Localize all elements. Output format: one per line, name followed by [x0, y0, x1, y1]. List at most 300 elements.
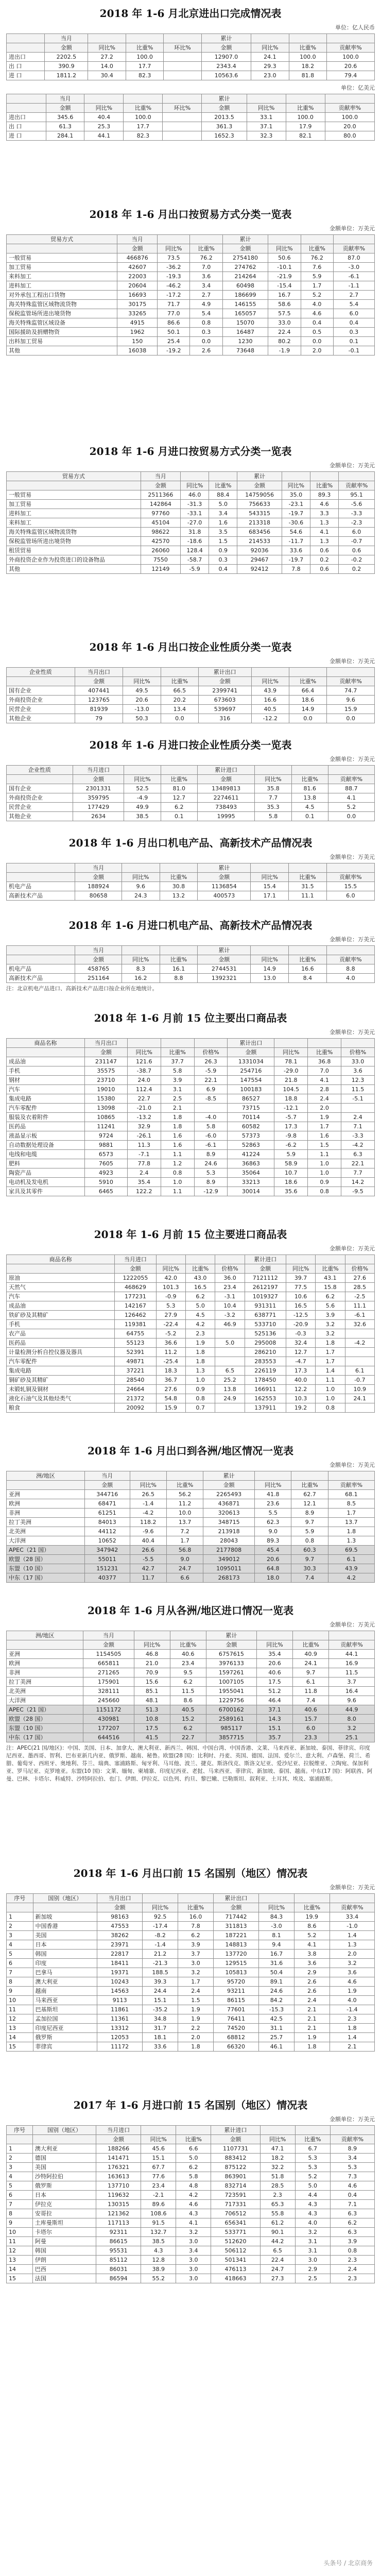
table-cell: -9.5 — [341, 1187, 375, 1196]
table-row — [7, 281, 375, 291]
table-cell: -12.1 — [274, 1104, 308, 1113]
table-cell: 3976133 — [206, 1659, 256, 1668]
table-cell: 10.3 — [286, 1394, 315, 1403]
column-header: 比重% — [293, 1640, 329, 1650]
column-header — [7, 946, 75, 955]
table-header-row — [7, 104, 375, 113]
table-cell: 165057 — [222, 309, 268, 318]
table-cell: 44.2 — [260, 2237, 295, 2246]
table-cell: 2274611 — [197, 793, 255, 803]
table-cell: 47.1 — [260, 2144, 295, 2154]
table-cell: 73648 — [222, 346, 268, 355]
table-cell: 33.6 — [143, 2042, 178, 2052]
table-row — [7, 328, 375, 337]
table-cell: 7.3 — [330, 2172, 374, 2181]
table-cell: 1.0 — [316, 1385, 345, 1394]
table-cell: 141471 — [96, 2154, 141, 2163]
table-cell: -21.9 — [268, 272, 301, 281]
table-cell: 48.1 — [134, 1696, 170, 1705]
table-row — [7, 1283, 375, 1292]
row-label: 15 — [7, 2274, 33, 2283]
table-cell: 1.8 — [316, 1338, 345, 1348]
table-cell: 349012 — [203, 1555, 255, 1564]
section-top15-import-goods — [6, 1226, 375, 1413]
table-cell: 16.9 — [329, 1659, 375, 1668]
table-cell: 31.1 — [259, 2024, 295, 2033]
table-cell: 468629 — [115, 1283, 156, 1292]
column-header — [7, 43, 45, 53]
row-label: 欧盟（28 国） — [7, 1555, 85, 1564]
table-cell: 40.6 — [170, 1650, 206, 1659]
table-cell: 36.7 — [156, 1376, 185, 1385]
table-cell: -1.1 — [333, 281, 374, 291]
table-cell: 883412 — [211, 2154, 260, 2163]
table-cell: 177429 — [73, 803, 124, 812]
table-cell: 1.7 — [328, 1509, 374, 1518]
table-cell: 1.7 — [316, 1348, 345, 1357]
column-header: 比重% — [190, 244, 222, 253]
table-header-row — [7, 244, 375, 253]
column-header: 同比% — [268, 244, 301, 253]
table-cell: 24.6 — [259, 1987, 295, 1996]
table-cell: 10.7 — [274, 1168, 308, 1178]
table-cell: -19.2 — [158, 346, 190, 355]
table-cell: 0.3 — [333, 328, 374, 337]
column-header: 累计 — [203, 1471, 255, 1481]
column-header: 洲/地区 — [7, 1471, 85, 1481]
table-cell: 0.5 — [301, 328, 333, 337]
table-cell: 11361 — [97, 2014, 143, 2024]
table-cell: 2.4 — [294, 1996, 330, 2005]
table-cell: 7.0 — [190, 263, 222, 272]
table-cell: 42607 — [117, 263, 158, 272]
table-cell: 1.0 — [185, 1376, 215, 1385]
row-label: 欧洲 — [7, 1499, 85, 1509]
table-cell: 56.8 — [166, 1546, 203, 1555]
table-cell: 15.4 — [251, 882, 289, 891]
table-row — [7, 1564, 375, 1573]
table-cell: 0.8 — [308, 1187, 341, 1196]
table-cell: 10.0 — [166, 1509, 203, 1518]
table-row — [7, 309, 375, 318]
table-cell: 5.4 — [190, 309, 222, 318]
column-header — [7, 244, 117, 253]
table-cell: -5.7 — [274, 1113, 308, 1122]
table-cell: 40377 — [84, 1573, 130, 1583]
column-header — [341, 1039, 375, 1048]
table-cell: 0.0 — [327, 714, 375, 723]
table-cell: 77.8 — [127, 1159, 161, 1168]
column-header: 金额 — [211, 2135, 260, 2144]
table-cell: 17.9 — [286, 122, 325, 131]
section-top15-import-countries — [6, 2097, 375, 2283]
table-cell: 1.6 — [209, 518, 237, 528]
column-header: 环比% — [163, 104, 202, 113]
table-cell: 3.6 — [190, 272, 222, 281]
table-cell: 7.1 — [341, 1122, 375, 1131]
table-cell: 4.3 — [295, 2209, 330, 2218]
table-row — [7, 784, 375, 793]
table-cell: -2.1 — [141, 2191, 176, 2200]
table-row — [7, 318, 375, 328]
table-cell: 1392321 — [198, 974, 251, 983]
table-cell: 100.0 — [126, 53, 163, 62]
table-cell: 11241 — [84, 1122, 127, 1131]
table-cell: -8.2 — [143, 1931, 178, 1940]
column-header: 同比% — [282, 481, 310, 490]
row-label: 进料加工 — [7, 281, 117, 291]
table-cell: 348715 — [203, 1518, 255, 1527]
table-cell: 86031 — [96, 2265, 141, 2274]
table-cell: -21.3 — [143, 1959, 178, 1968]
watermark: 头条号 / 北京商务 — [323, 2560, 373, 2567]
column-header: 金额 — [75, 677, 123, 686]
table-cell: 15.9 — [156, 1403, 185, 1413]
row-label: 外商投资企业作为投资进口的设备物品 — [7, 555, 141, 565]
table-cell: 40.0 — [286, 1376, 315, 1385]
table-cell: 新加坡 — [33, 1912, 97, 1922]
table-cell: 43.0 — [185, 1274, 215, 1283]
table-cell: 4915 — [117, 318, 158, 328]
table-row — [7, 714, 375, 723]
section-export-regions — [6, 1443, 375, 1583]
row-label: 3 — [7, 2163, 33, 2172]
table-cell: -4.9 — [124, 793, 161, 803]
table-row — [7, 1668, 375, 1677]
table-row — [7, 2265, 375, 2274]
table-cell: -11.7 — [282, 537, 310, 546]
table-cell: 澳大利亚 — [32, 2144, 96, 2154]
unit-label: 金额单位：万美元 — [330, 1462, 375, 1468]
row-label: 天然气 — [7, 1283, 115, 1292]
table-cell: 1.3 — [185, 1366, 215, 1376]
table-cell: 7121112 — [245, 1274, 286, 1283]
table-cell: 61.3 — [46, 122, 84, 131]
table-cell: 巴拿马 — [33, 1968, 97, 1977]
row-label: 铜矿砂及其精矿 — [7, 1376, 115, 1385]
table-cell: 13489813 — [197, 784, 255, 793]
table-cell: 35064 — [228, 1168, 274, 1178]
table-cell: 3.0 — [176, 2256, 211, 2265]
table-cell: 52.5 — [124, 784, 161, 793]
table-cell: 46.1 — [259, 2042, 295, 2052]
column-header — [289, 34, 326, 43]
table-cell: 22.7 — [127, 1094, 161, 1104]
table-cell: 20.6 — [255, 1555, 291, 1564]
column-header: 商品名称 — [7, 1039, 85, 1048]
table-cell: 44.1 — [329, 1650, 375, 1659]
table-cell: 6.1 — [328, 1555, 374, 1564]
table-row — [7, 1959, 375, 1968]
table-cell: 3.6 — [341, 1066, 375, 1076]
table-cell: 274762 — [222, 263, 268, 272]
table-cell — [345, 1403, 374, 1413]
table-cell: 1019327 — [245, 1292, 286, 1301]
table-row — [7, 1274, 375, 1283]
table-cell: 12.7 — [286, 1348, 315, 1357]
row-label: 集成电路 — [7, 1094, 85, 1104]
table-row — [7, 1931, 375, 1940]
table-cell: 20.0 — [325, 122, 374, 131]
table-cell: 52863 — [228, 1141, 274, 1150]
row-label: 10 — [7, 1996, 33, 2005]
table-cell: 38.5 — [141, 2237, 176, 2246]
table-cell: 5.3 — [295, 2154, 330, 2163]
table-cell: -12.5 — [286, 1311, 315, 1320]
table-cell: 3.2 — [178, 1968, 214, 1977]
unit-label: 金额单位：万美元 — [330, 756, 375, 762]
column-header: 金额 — [201, 43, 251, 53]
table-cell: 95531 — [96, 2246, 141, 2256]
table-row — [7, 2005, 375, 2014]
table-cell: 67.7 — [141, 2163, 176, 2172]
table-cell: 673603 — [199, 696, 252, 705]
table-cell: 46.4 — [256, 1696, 292, 1705]
table-cell: 12149 — [141, 565, 180, 574]
table-cell: 26.5 — [130, 1490, 166, 1499]
row-label: 5 — [7, 1950, 33, 1959]
table-header-row — [7, 946, 375, 955]
column-header: 当月 — [75, 946, 122, 955]
section-import-mode — [6, 443, 375, 574]
row-label: 医药品 — [7, 1338, 115, 1348]
table-cell: 1151172 — [83, 1705, 134, 1715]
table-row — [7, 300, 375, 309]
table-row — [7, 1659, 375, 1668]
section-title: 2017 年 1-6 月进口前 15 名国别（地区）情况表 — [73, 2099, 308, 2111]
table-cell: 22.7 — [170, 1733, 206, 1742]
table-cell: 49.9 — [124, 803, 161, 812]
table-cell: 706512 — [211, 2209, 260, 2218]
column-header — [282, 472, 310, 481]
table-cell: 18.1 — [143, 2033, 178, 2042]
table-cell: 95720 — [213, 1977, 258, 1987]
table-cell: 70114 — [228, 1113, 274, 1122]
table-cell: 119632 — [96, 2191, 141, 2200]
table-cell: 10865 — [84, 1113, 127, 1122]
row-label: 非洲 — [7, 1509, 85, 1518]
table-cell: -15.3 — [259, 2005, 295, 2014]
table-cell: 8.1 — [259, 1931, 295, 1940]
table-cell: 39.3 — [143, 1977, 178, 1987]
table-row — [7, 1076, 375, 1085]
table-cell: 21372 — [115, 1394, 156, 1403]
table-cell: 44.9 — [329, 1705, 375, 1715]
table-cell: 38.9 — [141, 2265, 176, 2274]
table-cell: 46.9 — [215, 1320, 245, 1329]
table-cell: 7.6 — [301, 263, 333, 272]
table-cell: 16487 — [222, 328, 268, 337]
table-cell: 82.1 — [286, 131, 325, 141]
row-label: 1 — [7, 2144, 33, 2154]
column-header — [160, 863, 198, 873]
column-header — [161, 766, 197, 775]
table-cell: 1.8 — [328, 1527, 374, 1536]
table-row — [7, 891, 375, 901]
table-cell: 32.6 — [345, 1320, 374, 1329]
table-cell: 29467 — [237, 555, 282, 565]
table-cell: -10.1 — [268, 263, 301, 272]
table-cell: 84.2 — [259, 1996, 295, 2005]
column-header: 同比% — [255, 775, 291, 784]
table-cell: 16038 — [117, 346, 158, 355]
table-cell: -5.1 — [341, 1094, 375, 1104]
table-cell: -5.9 — [194, 1066, 228, 1076]
section-enterprise-export — [6, 639, 375, 723]
table-row — [7, 62, 375, 71]
table-cell: 49871 — [115, 1357, 156, 1366]
table-row — [7, 1311, 375, 1320]
column-header — [247, 94, 286, 104]
table-row — [7, 1357, 375, 1366]
table-cell: 3.7 — [329, 1677, 375, 1687]
row-label: 1 — [7, 1912, 33, 1922]
data-table — [6, 1631, 375, 1742]
table-cell: 36.6 — [156, 1338, 185, 1348]
table-cell: 36863 — [228, 1159, 274, 1168]
table-cell: 0.8 — [291, 1536, 328, 1546]
table-cell: 2.5 — [161, 1094, 194, 1104]
table-row — [7, 1733, 375, 1742]
table-cell: 1.5 — [209, 537, 237, 546]
table-cell: 35.0 — [282, 490, 310, 500]
table-row — [7, 1394, 375, 1403]
column-header: 金额 — [75, 955, 122, 964]
table-cell: 68471 — [84, 1499, 130, 1509]
table-cell: -13.0 — [123, 705, 161, 714]
table-cell: -36.2 — [158, 263, 190, 272]
table-cell: 76411 — [213, 2014, 258, 2024]
column-header — [293, 1631, 329, 1640]
table-cell: 17.5 — [134, 1724, 170, 1733]
table-cell: 24.3 — [122, 891, 160, 901]
data-table — [6, 1038, 375, 1196]
table-cell: 5.2 — [295, 2172, 330, 2181]
table-cell: 4.1 — [308, 1076, 341, 1085]
table-cell: 30175 — [117, 300, 158, 309]
table-cell: 68.1 — [328, 1490, 374, 1499]
column-header: 贡献率% — [327, 677, 375, 686]
column-header: 金额 — [203, 1481, 255, 1490]
table-row — [7, 1104, 375, 1113]
table-row — [7, 1687, 375, 1696]
table-cell: 伊朗 — [32, 2256, 96, 2265]
table-cell: 14.2 — [341, 1178, 375, 1187]
table-cell: 98622 — [141, 528, 180, 537]
column-header: 比重% — [124, 104, 163, 113]
table-row — [7, 696, 375, 705]
section-import-regions — [6, 1602, 375, 1783]
table-row — [7, 1499, 375, 1509]
table-row — [7, 1141, 375, 1150]
table-cell: 24.4 — [143, 1987, 178, 1996]
table-cell: 5.0 — [215, 1338, 245, 1348]
section-title: 2018 年 1-6 月进口机电产品、高新技术产品情况表 — [68, 919, 313, 931]
column-header — [330, 2126, 374, 2135]
column-header: 累计 — [198, 946, 251, 955]
column-header — [7, 873, 75, 882]
row-label: 2 — [7, 2154, 33, 2163]
table-cell: 47553 — [97, 1922, 143, 1931]
row-label: 电动机及发电机 — [7, 1178, 85, 1187]
table-cell — [215, 1348, 245, 1357]
table-cell: 16693 — [117, 291, 158, 300]
table-cell: 12.2 — [286, 1385, 315, 1394]
table-cell: 24.1 — [345, 1394, 374, 1403]
table-cell: 31.8 — [181, 528, 209, 537]
table-cell: 1.8 — [185, 1348, 215, 1357]
table-cell: 3.9 — [316, 1311, 345, 1320]
table-cell: 55011 — [84, 1555, 130, 1564]
table-cell: 268173 — [203, 1573, 255, 1583]
table-cell: 5.0 — [185, 1301, 215, 1311]
table-header-row — [7, 1264, 375, 1274]
column-header: 同比% — [156, 1264, 185, 1274]
table-row — [7, 2200, 375, 2209]
table-cell: 84013 — [84, 1518, 130, 1527]
table-cell: 76.2 — [190, 253, 222, 263]
table-cell: -3.0 — [259, 1922, 295, 1931]
row-label: 拉丁美洲 — [7, 1677, 83, 1687]
table-cell: 1955041 — [206, 1687, 256, 1696]
row-label: 亚洲 — [7, 1650, 83, 1659]
column-header — [333, 235, 374, 244]
table-cell: 9.6 — [122, 882, 160, 891]
table-cell: 0.8 — [190, 318, 222, 328]
table-cell: 100.0 — [286, 113, 325, 122]
column-header: 比重% — [178, 1903, 214, 1912]
table-cell: 19371 — [97, 1968, 143, 1977]
column-header — [143, 1894, 178, 1903]
column-header: 比重% — [160, 955, 198, 964]
table-cell: 1.6 — [161, 1141, 194, 1150]
column-header: 金额 — [245, 1264, 286, 1274]
table-header-row — [7, 863, 375, 873]
table-cell: 58.9 — [274, 1159, 308, 1168]
column-header: 比重% — [289, 955, 327, 964]
table-cell: 7.4 — [291, 1573, 328, 1583]
table-cell: 8.0 — [329, 1715, 375, 1724]
table-cell: 1.3 — [310, 518, 338, 528]
data-table — [6, 2125, 375, 2283]
table-cell: 41.8 — [255, 1490, 291, 1499]
column-header: 金额 — [198, 873, 251, 882]
table-row — [7, 500, 375, 509]
column-header — [141, 2126, 176, 2135]
row-label: 13 — [7, 2024, 33, 2033]
table-cell: 17.3 — [274, 1122, 308, 1131]
table-cell: 756633 — [237, 500, 282, 509]
column-header: 贡献率% — [330, 2135, 374, 2144]
table-cell: 142864 — [141, 500, 180, 509]
column-header: 当月 — [45, 34, 88, 43]
table-cell: 4.5 — [291, 803, 328, 812]
section-trade-summary — [6, 5, 375, 141]
unit-label: 金额单位：万美元 — [330, 658, 375, 665]
table-cell: 27.2 — [88, 53, 126, 62]
table-cell: 8.4 — [289, 974, 327, 983]
table-cell — [164, 53, 201, 62]
table-cell: 8.6 — [170, 1696, 206, 1705]
table-cell: 1.8 — [294, 2042, 330, 2052]
section-title: 2018 年 1-6 月出口按贸易方式分类一览表 — [89, 208, 292, 221]
column-header: 比重% — [161, 775, 197, 784]
column-header: 比重% — [126, 43, 163, 53]
column-header: 国别（地区） — [32, 2126, 96, 2135]
column-header: 价格% — [341, 1048, 375, 1057]
column-header: 当月进口 — [73, 766, 124, 775]
section-title: 2018 年 1-6 月北京进出口完成情况表 — [99, 7, 282, 20]
